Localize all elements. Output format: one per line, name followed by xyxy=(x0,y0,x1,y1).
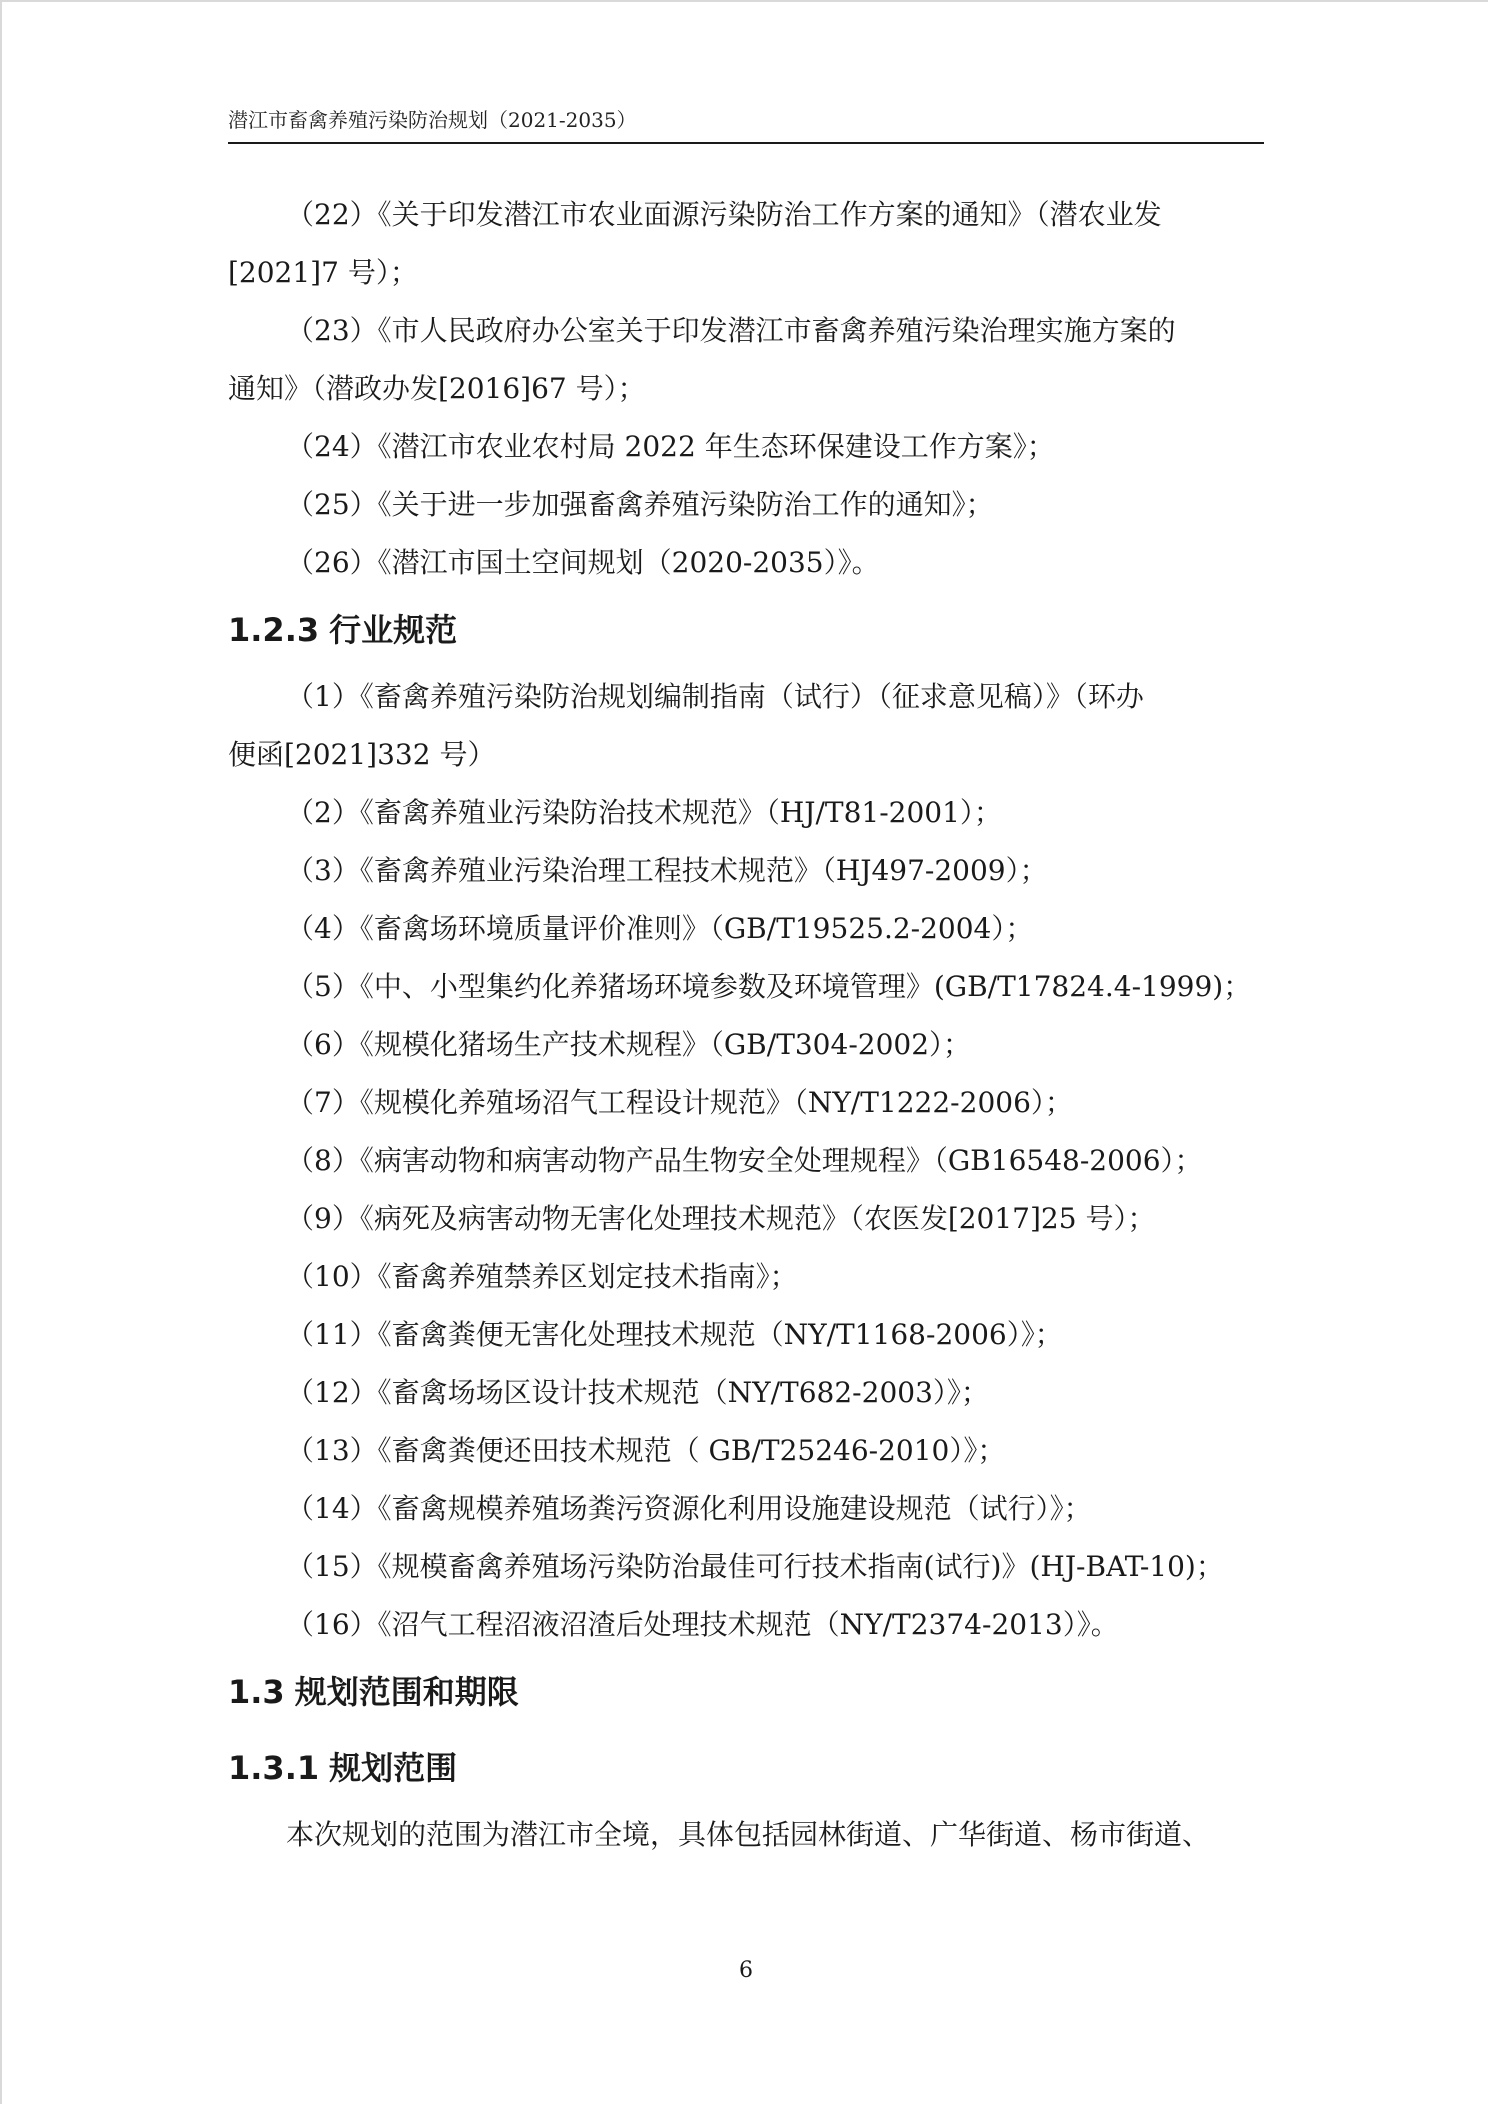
standard-item-11: （11）《畜禽粪便无害化处理技术规范（NY/T1168-2006）》； xyxy=(286,1318,1063,1351)
standard-item-12: （12）《畜禽场场区设计技术规范（NY/T682-2003）》； xyxy=(286,1376,989,1409)
standard-item-3: （3）《畜禽养殖业污染治理工程技术规范》（HJ497-2009）； xyxy=(286,854,1048,887)
section-title: 规划范围和期限 xyxy=(294,1673,519,1711)
ref-item-24: （24）《潜江市农业农村局 2022 年生态环保建设工作方案》； xyxy=(286,430,1055,463)
header-title: 潜江市畜禽养殖污染防治规划（2021-2035） xyxy=(228,108,637,132)
section-number: 1.2.3 xyxy=(228,611,320,649)
standard-item-8: （8）《病害动物和病害动物产品生物安全处理规程》（GB16548-2006）； xyxy=(286,1144,1203,1177)
standard-item-9: （9）《病死及病害动物无害化处理技术规范》（农医发[2017]25 号）； xyxy=(286,1202,1156,1235)
standard-item-10: （10）《畜禽养殖禁养区划定技术指南》； xyxy=(286,1260,798,1293)
section-title: 规划范围 xyxy=(329,1749,458,1787)
page-number: 6 xyxy=(739,1958,753,1983)
ref-item-26: （26）《潜江市国土空间规划（2020-2035）》。 xyxy=(286,546,880,579)
section-heading-1-2-3 xyxy=(228,592,1264,668)
running-header xyxy=(228,106,1264,144)
standard-item-4: （4）《畜禽场环境质量评价准则》（GB/T19525.2-2004）； xyxy=(286,912,1034,945)
ref-item-23-line2: 通知》（潜政办发[2016]67 号）； xyxy=(228,372,646,405)
standard-item-6: （6）《规模化猪场生产技术规程》（GB/T304-2002）； xyxy=(286,1028,972,1061)
standard-item-1-line2: 便函[2021]332 号） xyxy=(228,738,496,771)
page-footer xyxy=(2,1957,1488,1985)
standard-item-7: （7）《规模化养殖场沼气工程设计规范》（NY/T1222-2006）； xyxy=(286,1086,1073,1119)
standard-item-5: （5）《中、小型集约化养猪场环境参数及环境管理》(GB/T17824.4-1999)； xyxy=(286,970,1252,1003)
section-title: 行业规范 xyxy=(329,611,458,649)
scope-paragraph: 本次规划的范围为潜江市全境，具体包括园林街道、广华街道、杨市街道、 xyxy=(286,1818,1211,1851)
standard-item-15: （15）《规模畜禽养殖场污染防治最佳可行技术指南(试行)》(HJ-BAT-10)； xyxy=(286,1550,1224,1583)
ref-item-22-line1: （22）《关于印发潜江市农业面源污染防治工作方案的通知》（潜农业发 xyxy=(286,198,1162,231)
standard-item-14: （14）《畜禽规模养殖场粪污资源化利用设施建设规范（试行）》； xyxy=(286,1492,1092,1525)
standard-item-1-line1: （1）《畜禽养殖污染防治规划编制指南（试行）（征求意见稿）》（环办 xyxy=(286,680,1144,713)
ref-item-25: （25）《关于进一步加强畜禽养殖污染防治工作的通知》； xyxy=(286,488,994,521)
section-heading-1-3 xyxy=(228,1654,1264,1730)
section-number: 1.3 xyxy=(228,1673,285,1711)
standard-item-2: （2）《畜禽养殖业污染防治技术规范》（HJ/T81-2001）； xyxy=(286,796,1002,829)
section-number: 1.3.1 xyxy=(228,1749,320,1787)
ref-item-22-line2: [2021]7 号）； xyxy=(228,256,418,289)
body-content xyxy=(228,186,1264,1864)
section-heading-1-3-1 xyxy=(228,1730,1264,1806)
standard-item-13: （13）《畜禽粪便还田技术规范（ GB/T25246-2010）》； xyxy=(286,1434,1006,1467)
standard-item-16: （16）《沼气工程沼液沼渣后处理技术规范（NY/T2374-2013）》。 xyxy=(286,1608,1119,1641)
ref-item-23-line1: （23）《市人民政府办公室关于印发潜江市畜禽养殖污染治理实施方案的 xyxy=(286,314,1176,347)
